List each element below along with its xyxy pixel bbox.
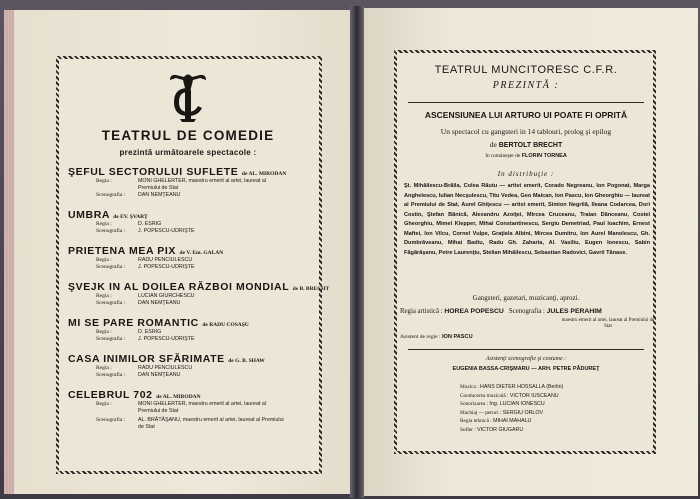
credit-role: Scenografia :	[96, 264, 126, 270]
credit-role: Regia :	[96, 221, 112, 227]
show-credit	[96, 192, 320, 199]
show-author: de G. B. SHAW	[228, 358, 265, 364]
show-credit	[96, 178, 320, 192]
show-credit	[96, 228, 320, 235]
play-author: BERTOLT BRECHT	[498, 142, 563, 149]
right-theatre-name: TEATRUL MUNCITORESC C.F.R.	[434, 64, 618, 76]
credit-role: Scenografia :	[96, 300, 126, 306]
credit-role: Regia :	[96, 293, 112, 299]
credit-person: RADU PENCIULESCU	[138, 257, 193, 263]
show-credit	[96, 221, 320, 228]
tech-credit: Sonorizarea : Ing. LUCIAN IONESCU	[460, 401, 545, 408]
play-title: ASCENSIUNEA LUI ARTURO UI POATE FI OPRITĂ	[424, 110, 628, 120]
credit-role: Regia :	[96, 178, 112, 184]
tech-credit: Conducerea muzicală : VICTOR IUSCEANU	[460, 392, 559, 399]
credit-person: J. POPESCU-UDRIŞTE	[138, 228, 195, 234]
show-author: de AL. MIRODAN	[241, 171, 287, 177]
designer-name: JULES PERAHIM	[546, 308, 602, 315]
show-author: de RADU COSAŞU	[202, 322, 249, 328]
credit-person: DAN NEMŢEANU	[138, 300, 181, 306]
book-gutter	[350, 6, 364, 498]
show-title: ŞEFUL SECTORULUI SUFLETE de AL. MIRODAN	[68, 166, 287, 178]
designer-note: maestru emerit al artei, laureat al Premiului de Stat	[561, 318, 655, 330]
credit-person: LUCIAN GIURCHESCU	[138, 293, 195, 299]
scen-assist-names: EUGENIA BASSA-CRIŞMARU — ARH. PETRE PĂDUREŢ	[452, 366, 600, 372]
show-entry	[68, 353, 320, 379]
cast-list: Şt. Mihăilescu-Brăila, Colea Răutu — artist emerit, Corado Negreanu, Ion Pogonat, Marga Anghelescu, Iulian Necşulescu, Titu Vedea, Geo Maican, Ion Pascu, Ion Gheorghiu — laureat al Premiului de Stat, Aurel Ghiţescu — artist emerit, Simion Negrilă, Ileana Codarcea, Dori Costin, Ştefan Bănică, Alexandru Azoiţei, Mircea Cruceanu, Traian Dănceanu, Costel Gheorghiu, Mimel Klepper, Mihai Constantinescu, Sergiu Demetriad, Paul Ioachim, Ernest Maftei, Ion Vilcu, Cornel Vulpe, Graţiela Albini, Mircea Dumitru, Ion Aurel Manolescu, Gh. Dumbrăveanu, Mihai Badiu, Radu Gh. Zaharia, Al. Vasiliu, Eugen Ionescu, Sabin Făgărăşanu, Petre Laurenţiu, Stelian Mihăilescu, Sebastian Radovici, Gavril Tănase.	[404, 183, 650, 256]
cast-heading: In distribuţie :	[497, 170, 555, 178]
scen-assist-heading: Asistenţi scenografie şi costume :	[485, 356, 567, 362]
show-title: UMBRA de EV. ŞVARŢ	[68, 209, 148, 221]
show-credit	[96, 372, 320, 379]
director-designer-line: Regia artistică : HOREA POPESCU Scenografia : JULES PERAHIM	[400, 308, 602, 315]
show-entry	[68, 317, 320, 343]
left-theatre-name: TEATRUL DE COMEDIE	[101, 128, 275, 143]
credit-role: Scenografia :	[96, 417, 126, 423]
credit-person: RADU PENCIULESCU	[138, 365, 193, 371]
credit-role: Scenografia :	[96, 192, 126, 198]
show-author: de B. BRECHT	[292, 286, 330, 292]
credit-person: J. POPESCU-UDRIŞTE	[138, 336, 195, 342]
divider	[408, 102, 644, 103]
tech-credit: Regia tehnică : MIHAI MAHALU	[460, 418, 532, 425]
technical-credits	[460, 383, 650, 435]
show-credit	[96, 365, 320, 372]
credit-person: D. ESRIG	[138, 329, 162, 335]
show-credit	[96, 417, 320, 431]
show-title: CASA INIMILOR SFĂRIMATE de G. B. SHAW	[68, 353, 265, 365]
credit-person: MONI GHELERTER, maestru emerit al artei, laureat al Premiului de Stat	[138, 401, 266, 414]
show-entry	[68, 245, 320, 271]
show-author: de AL. MIRODAN	[156, 394, 201, 400]
show-entry	[68, 209, 320, 235]
assistant-name: ION PASCU	[441, 334, 473, 340]
credit-person: MONI GHELERTER, maestru emerit al artei, laureat al Premiului de Stat	[138, 178, 266, 191]
translator: FLORIN TORNEA	[521, 153, 567, 159]
credit-role: Regia :	[96, 329, 112, 335]
tech-credit: Machiaj — peruci : SERGIU ORLOV	[460, 409, 543, 416]
show-entry	[68, 281, 330, 307]
credit-person: DAN NEMŢEANU	[138, 372, 181, 378]
credit-person: AL. BRĂTĂŞANU, maestru emerit al artei, laureat al Premiului de Stat	[138, 417, 284, 430]
extras-line: Gangsteri, gazetari, muzicanţi, aprozi.	[472, 294, 580, 302]
show-credit	[96, 257, 320, 264]
presents-label: PREZINTĂ :	[492, 80, 560, 91]
show-credit	[96, 336, 320, 343]
show-title: MI SE PARE ROMANTIC de RADU COSAŞU	[68, 317, 249, 329]
credit-person: D. ESRIG	[138, 221, 162, 227]
show-credit	[96, 401, 320, 415]
translation-line: In româneşte de FLORIN TORNEA	[485, 153, 567, 159]
director-name: HOREA POPESCU	[444, 308, 504, 315]
show-credit	[96, 264, 320, 271]
tech-credit: Sufler : VICTOR GIUGARU	[460, 426, 524, 433]
credit-role: Regia :	[96, 365, 112, 371]
credit-role: Regia :	[96, 257, 112, 263]
show-title: ŞVEJK IN AL DOILEA RĂZBOI MONDIAL de B. BRECHT	[68, 281, 330, 293]
credit-role: Regia :	[96, 401, 112, 407]
play-description: Un spectacol cu gangsteri in 14 tablouri, prolog şi epilog	[440, 127, 612, 136]
show-title: PRIETENA MEA PIX de V. Em. GALAN	[68, 245, 224, 257]
credit-role: Scenografia :	[96, 372, 126, 378]
left-subtitle: prezintă următoarele spectacole :	[119, 148, 257, 157]
show-credit	[96, 329, 320, 336]
assistant-line: Asistent de regie : ION PASCU	[400, 334, 473, 340]
show-author: de EV. ŞVARŢ	[113, 214, 148, 220]
show-entry	[68, 166, 320, 199]
credit-person: DAN NEMŢEANU	[138, 192, 181, 198]
play-author-line: de BERTOLT BRECHT	[489, 140, 563, 149]
show-entry	[68, 389, 320, 431]
divider	[408, 349, 644, 350]
credit-role: Scenografia :	[96, 336, 126, 342]
show-credit	[96, 293, 320, 300]
theatre-logo-icon	[166, 70, 210, 122]
credit-person: J. POPESCU-UDRIŞTE	[138, 264, 195, 270]
show-author: de V. Em. GALAN	[179, 250, 224, 256]
show-credit	[96, 300, 320, 307]
show-title: CELEBRUL 702 de AL. MIRODAN	[68, 389, 201, 401]
credit-role: Scenografia :	[96, 228, 126, 234]
tech-credit: Muzica : HANS DIETER HOSSALLA (Berlin)	[460, 384, 564, 390]
